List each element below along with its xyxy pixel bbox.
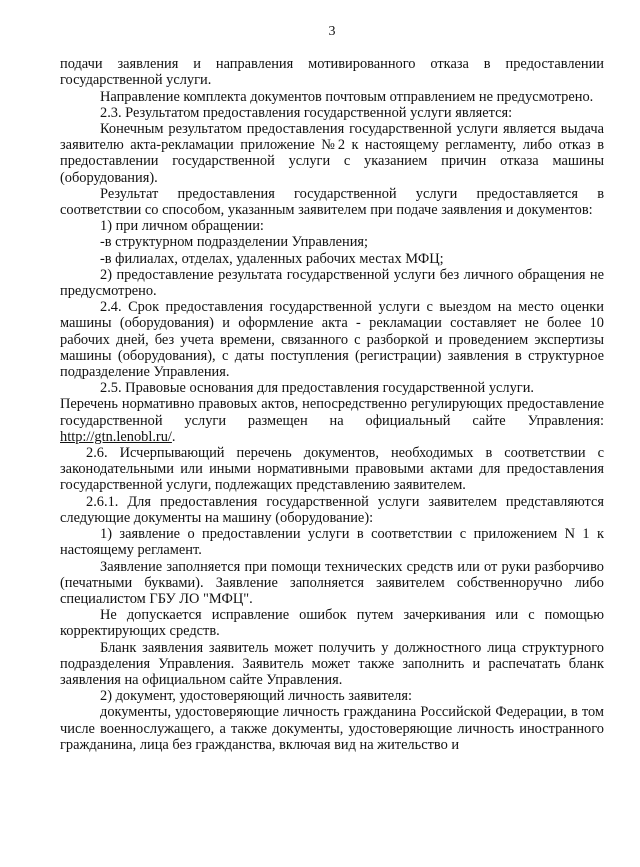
paragraph — [60, 186, 604, 218]
paragraph-text: 2.3. Результатом предоставления государственной услуги является: — [100, 104, 513, 121]
paragraph-text: Бланк заявления заявитель может получить у должностного лица структурного подразделения Управления. Заявитель может также заполнить и распечатать бланк заявления на официальном сайте Управления. — [60, 639, 604, 688]
website-link[interactable]: http://gtn.lenobl.ru/ — [60, 428, 172, 445]
paragraph-text: Конечным результатом предоставления государственной услуги является выдача заявителю акта-рекламации приложение №2 к настоящему регламенту, либо отказ в предоставлении государственной услуги с указанием причин отказа машины (оборудования). — [60, 121, 604, 186]
paragraph — [60, 121, 604, 186]
paragraph-text: Не допускается исправление ошибок путем зачеркивания или с помощью корректирующих средств. — [60, 607, 604, 640]
paragraph-text: 2.4. Срок предоставления государственной услуги с выездом на место оценки машины (оборудования) и оформление акта - рекламации составляет не более 10 рабочих дней, без учета времени, связанного с разборкой и проведением экспертизы машины (оборудования), с даты поступления (регистрации) заявления в структурное подразделение Управления. — [60, 299, 604, 381]
document-body — [60, 56, 604, 753]
paragraph — [60, 445, 604, 494]
paragraph-text: подачи заявления и направления мотивированного отказа в предоставлении государственной услуги. — [60, 56, 604, 89]
paragraph — [60, 526, 604, 558]
paragraph — [60, 380, 604, 396]
paragraph-text: 2) предоставление результата государственной услуги без личного обращения не предусмотрено. — [60, 266, 604, 300]
paragraph-text: 1) при личном обращении: — [100, 218, 264, 235]
paragraph-text: документы, удостоверяющие личность гражданина Российской Федерации, в том числе военнослужащего, а также документы, удостоверяющие личность иностранного гражданина, лица без гражданства, включая вид на жительство и — [60, 704, 604, 753]
paragraph — [60, 494, 604, 526]
paragraph — [60, 105, 604, 121]
paragraph — [60, 56, 604, 88]
paragraph — [60, 396, 604, 445]
paragraph-text: Результат предоставления государственной услуги предоставляется в соответствии со способом, указанным заявителем при подаче заявления и документов: — [60, 185, 604, 219]
paragraph-text: 1) заявление о предоставлении услуги в соответствии с приложением N 1 к настоящему регламент. — [60, 526, 604, 559]
paragraph — [60, 299, 604, 380]
punctuation: . — [171, 428, 176, 445]
paragraph-text: -в структурном подразделении Управления; — [100, 234, 369, 251]
paragraph-text: 2.6. Исчерпывающий перечень документов, необходимых в соответствии с законодательными или иными нормативными правовыми актами для предоставления государственной услуги, подлежащих представлению заявителем. — [60, 445, 604, 494]
paragraph-text: Направление комплекта документов почтовым отправлением не предусмотрено. — [100, 88, 594, 105]
paragraph — [60, 607, 604, 639]
paragraph — [60, 218, 604, 234]
paragraph — [60, 251, 604, 267]
paragraph — [60, 704, 604, 753]
paragraph-text: Заявление заполняется при помощи технических средств или от руки разборчиво (печатными буквами). Заявление заполняется заявителем собственноручно либо специалистом ГБУ ЛО "МФЦ". — [60, 558, 604, 607]
paragraph — [60, 559, 604, 608]
paragraph — [60, 267, 604, 299]
paragraph-text: 2.5. Правовые основания для предоставления государственной услуги. — [100, 380, 534, 397]
paragraph — [60, 640, 604, 689]
paragraph-text: -в филиалах, отделах, удаленных рабочих местах МФЦ; — [100, 250, 444, 267]
paragraph — [60, 89, 604, 105]
paragraph — [60, 234, 604, 250]
paragraph-text: 2) документ, удостоверяющий личность заявителя: — [100, 688, 412, 705]
paragraph — [60, 688, 604, 704]
paragraph-text: Перечень нормативно правовых актов, непосредственно регулирующих предоставление государственной услуги размещен на официальный сайте Управления: — [60, 396, 604, 429]
paragraph-text: 2.6.1. Для предоставления государственной услуги заявителем представляются следующие документы на машину (оборудование): — [60, 493, 604, 526]
page-number: 3 — [328, 24, 336, 39]
